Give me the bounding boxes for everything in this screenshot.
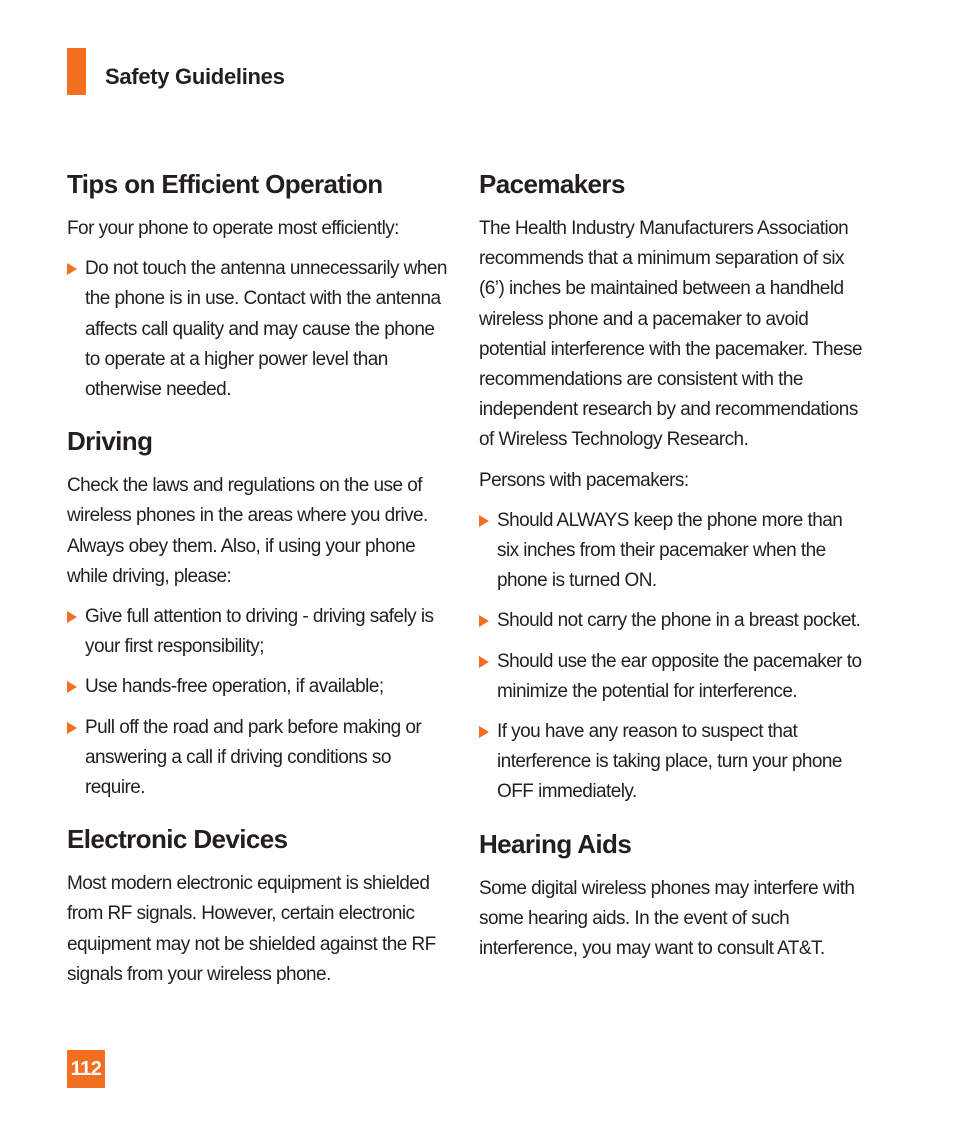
page-header-title: Safety Guidelines <box>105 64 285 89</box>
bullet-text: Should use the ear opposite the pacemaker to minimize the potential for interference. <box>497 650 862 702</box>
bullet-triangle-icon <box>479 515 489 527</box>
section-driving <box>67 423 452 803</box>
bullet-triangle-icon <box>67 263 77 275</box>
left-column <box>67 166 452 1008</box>
pacemakers-intro: Persons with pacemakers: <box>479 469 689 491</box>
bullet-text: Give full attention to driving - driving safely is your first responsibility; <box>85 606 434 658</box>
bullet-triangle-icon <box>67 722 77 734</box>
list-item <box>67 602 452 662</box>
bullet-triangle-icon <box>67 611 77 623</box>
driving-intro: Check the laws and regulations on the use of wireless phones in the areas where you drive. Always obey them. Also, if using your phone while driving, please: <box>67 475 428 587</box>
electronic-heading: Electronic Devices <box>67 824 288 855</box>
bullet-text: Should ALWAYS keep the phone more than six inches from their pacemaker when the phone is turned ON. <box>497 509 843 592</box>
list-item <box>479 606 864 636</box>
list-item <box>67 713 452 804</box>
bullet-triangle-icon <box>67 681 77 693</box>
page-number: 112 <box>67 1050 105 1088</box>
hearing-body: Some digital wireless phones may interfere with some hearing aids. In the event of such interference, you may want to consult AT&T. <box>479 877 855 960</box>
list-item <box>479 506 864 597</box>
pacemakers-heading: Pacemakers <box>479 169 625 199</box>
section-pacemakers <box>479 166 864 808</box>
bullet-text: Do not touch the antenna unnecessarily when the phone is in use. Contact with the antenna affects call quality and may cause the phone to operate at a higher power level than otherwise needed. <box>85 258 447 401</box>
bullet-triangle-icon <box>479 615 489 627</box>
section-tips <box>67 166 452 405</box>
section-electronic-devices <box>67 821 452 990</box>
hearing-heading: Hearing Aids <box>479 828 632 859</box>
bullet-text: If you have any reason to suspect that interference is taking place, turn your phone OFF immediately. <box>497 721 842 803</box>
section-hearing-aids <box>479 826 864 965</box>
bullet-triangle-icon <box>479 656 489 668</box>
bullet-text: Use hands-free operation, if available; <box>85 676 384 698</box>
list-item <box>67 672 452 702</box>
tips-heading: Tips on Efficient Operation <box>67 169 383 199</box>
list-item <box>67 254 452 405</box>
bullet-text: Should not carry the phone in a breast pocket. <box>497 610 861 632</box>
bullet-text: Pull off the road and park before making or answering a call if driving conditions so require. <box>85 716 422 799</box>
list-item <box>479 717 864 808</box>
electronic-body: Most modern electronic equipment is shielded from RF signals. However, certain electronic equipment may not be shielded against the RF signals from your wireless phone. <box>67 873 436 985</box>
tips-intro: For your phone to operate most efficiently: <box>67 218 399 239</box>
right-column <box>479 166 864 982</box>
list-item <box>479 647 864 707</box>
header-accent-bar <box>67 48 86 95</box>
bullet-triangle-icon <box>479 726 489 738</box>
driving-heading: Driving <box>67 426 153 457</box>
pacemakers-body: The Health Industry Manufacturers Association recommends that a minimum separation of six (6’) inches be maintained between a handheld wireless phone and a pacemaker to avoid potential interference with the pacemaker. These recommendations are consistent with the independent research by and recommendations of Wireless Technology Research. <box>479 218 863 451</box>
